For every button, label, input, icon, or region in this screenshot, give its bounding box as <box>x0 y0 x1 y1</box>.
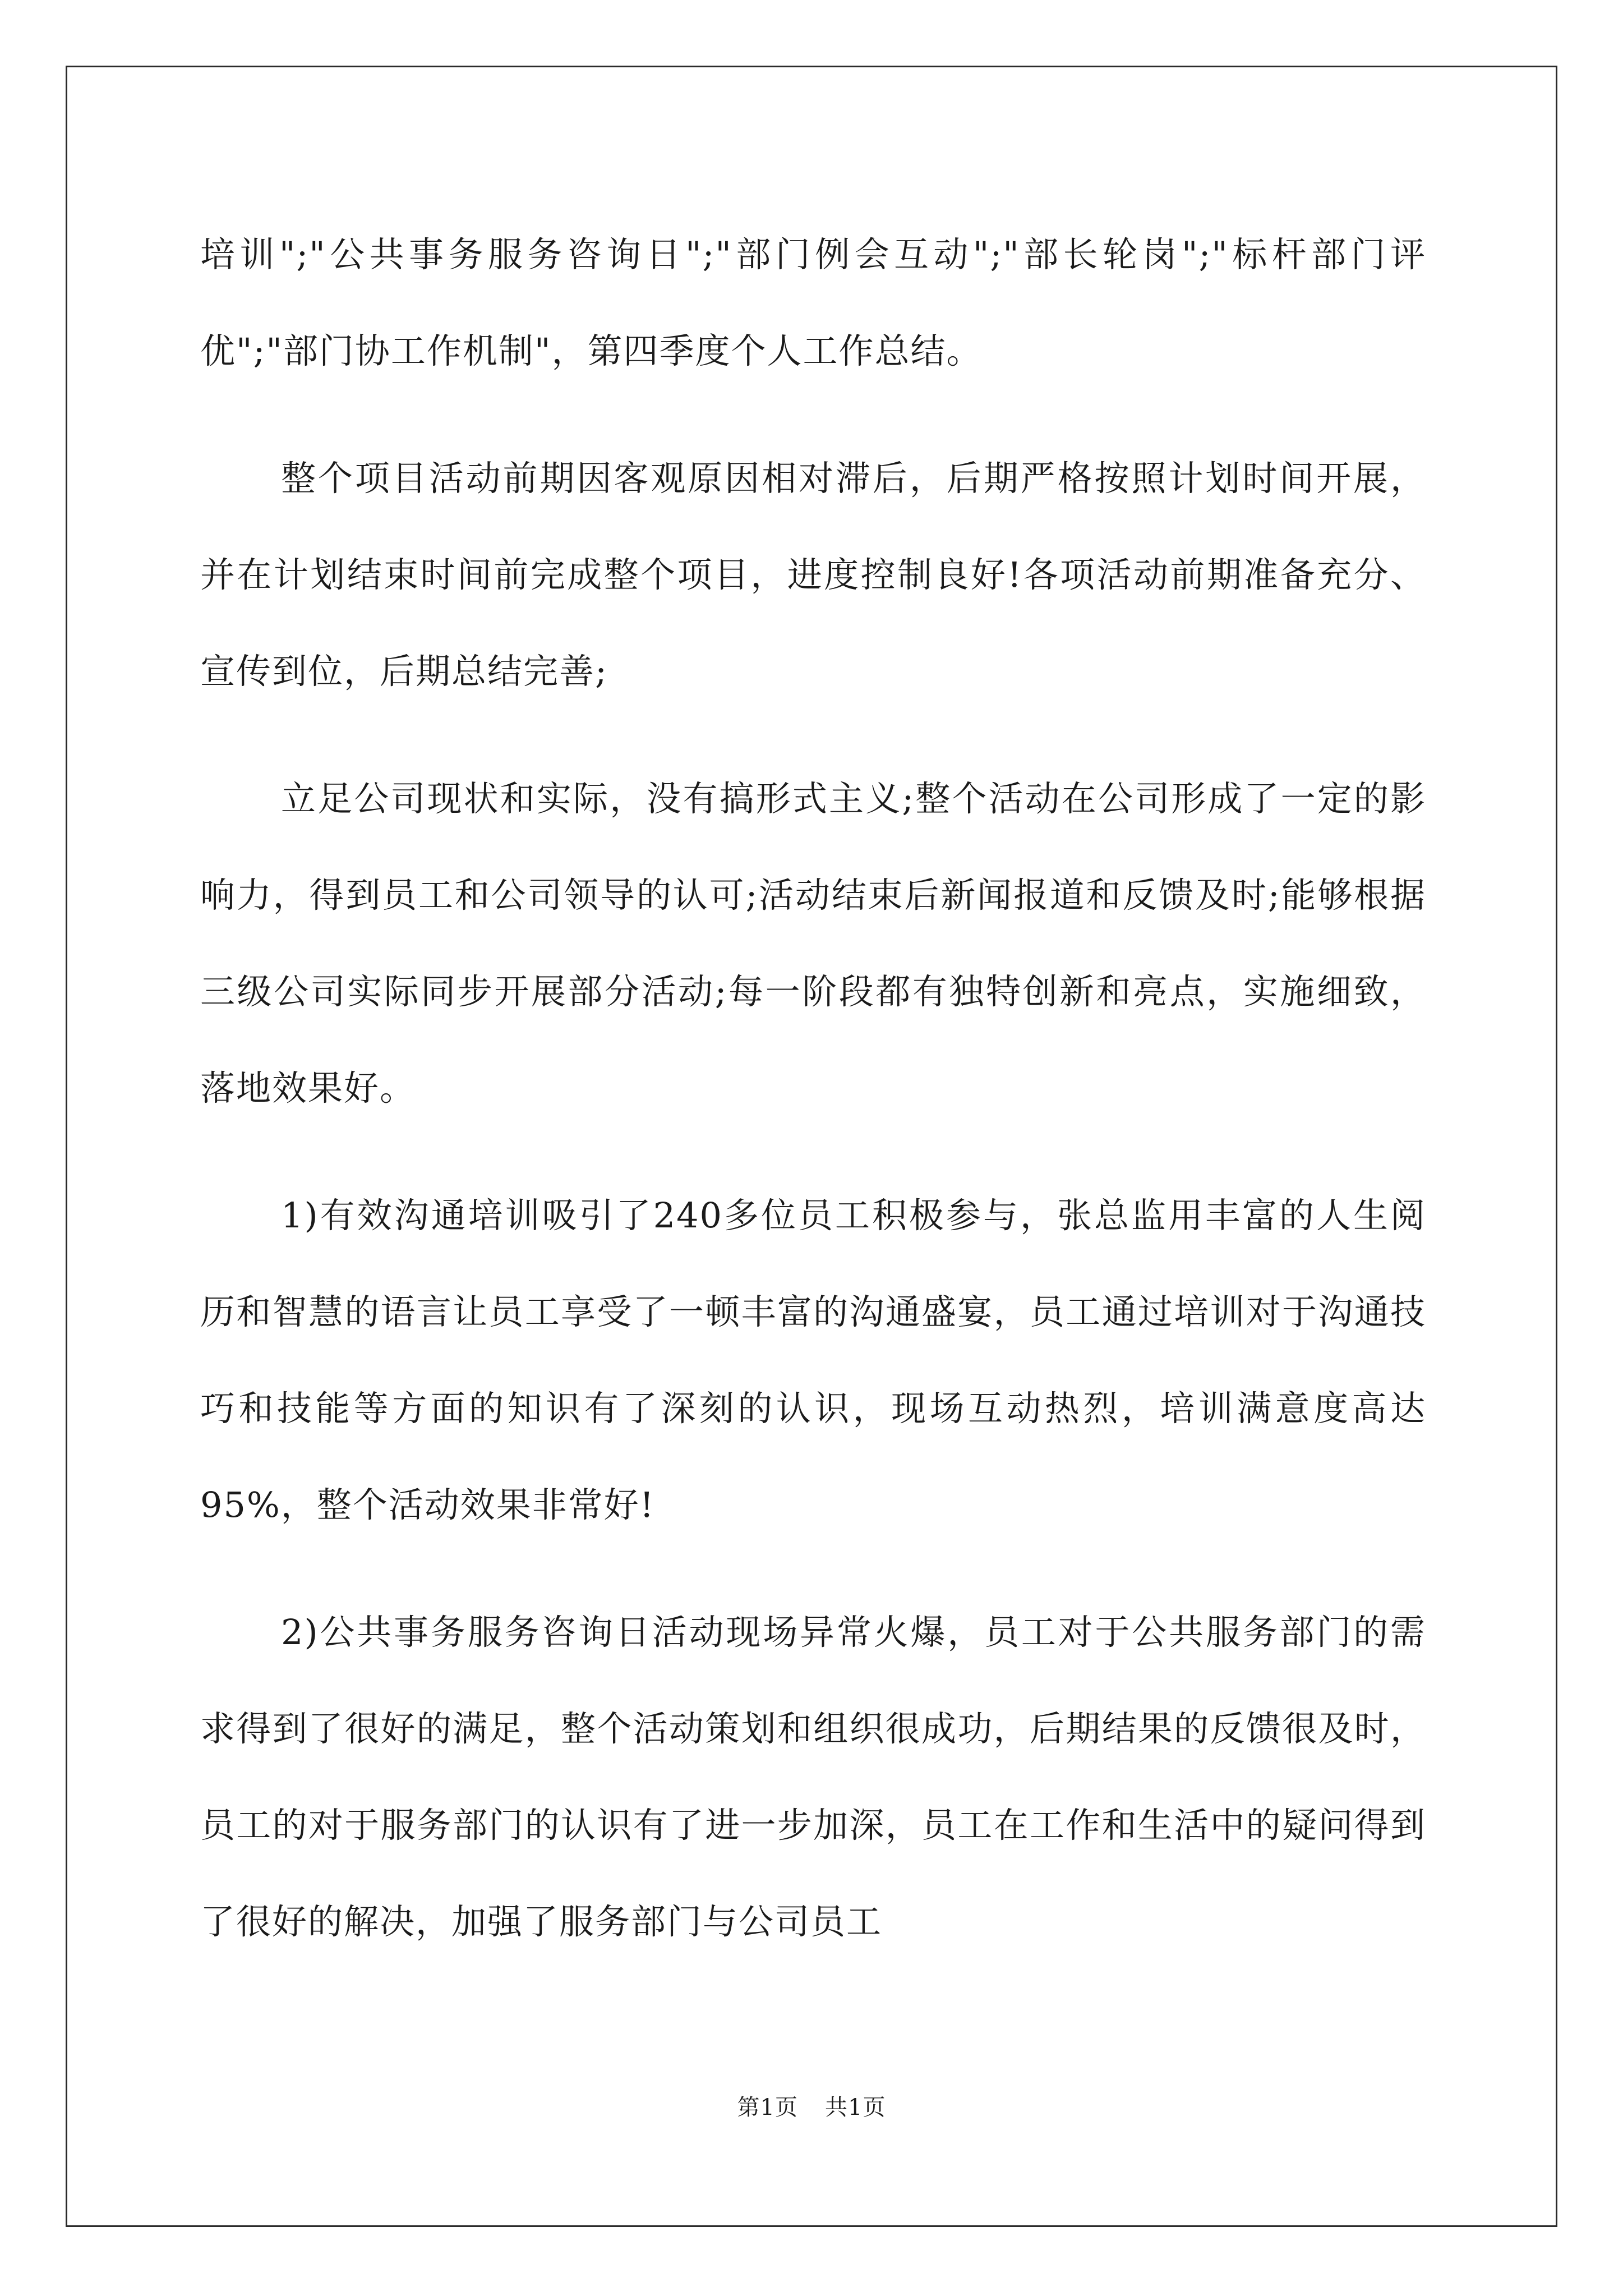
page-total: 共1页 <box>825 2095 886 2120</box>
paragraph-practice: 立足公司现状和实际，没有搞形式主义;整个活动在公司形成了一定的影响力，得到员工和公司领导的认可;活动结束后新闻报道和反馈及时;能够根据三级公司实际同步开展部分活动;每一阶段都有独特创新和亮点，实施细致，落地效果好。 <box>200 778 1426 1108</box>
document-body <box>200 206 1426 2001</box>
paragraph-item-1: 1)有效沟通培训吸引了240多位员工积极参与，张总监用丰富的人生阅历和智慧的语言让员工享受了一顿丰富的沟通盛宴，员工通过培训对于沟通技巧和技能等方面的知识有了深刻的认识，现场互动热烈，培训满意度高达95%，整个活动效果非常好! <box>200 1195 1426 1525</box>
paragraph-progress: 整个项目活动前期因客观原因相对滞后，后期严格按照计划时间开展，并在计划结束时间前完成整个项目，进度控制良好!各项活动前期准备充分、宣传到位，后期总结完善; <box>200 458 1426 692</box>
page-number: 第1页 <box>737 2095 798 2120</box>
paragraph-continuation: 培训";"公共事务服务咨询日";"部门例会互动";"部长轮岗";"标杆部门评优";"部门协工作机制"，第四季度个人工作总结。 <box>200 234 1426 371</box>
page-footer <box>0 2093 1623 2122</box>
paragraph-item-2: 2)公共事务服务咨询日活动现场异常火爆，员工对于公共服务部门的需求得到了很好的满足，整个活动策划和组织很成功，后期结果的反馈很及时，员工的对于服务部门的认识有了进一步加深，员工在工作和生活中的疑问得到了很好的解决，加强了服务部门与公司员工 <box>200 1612 1426 1942</box>
